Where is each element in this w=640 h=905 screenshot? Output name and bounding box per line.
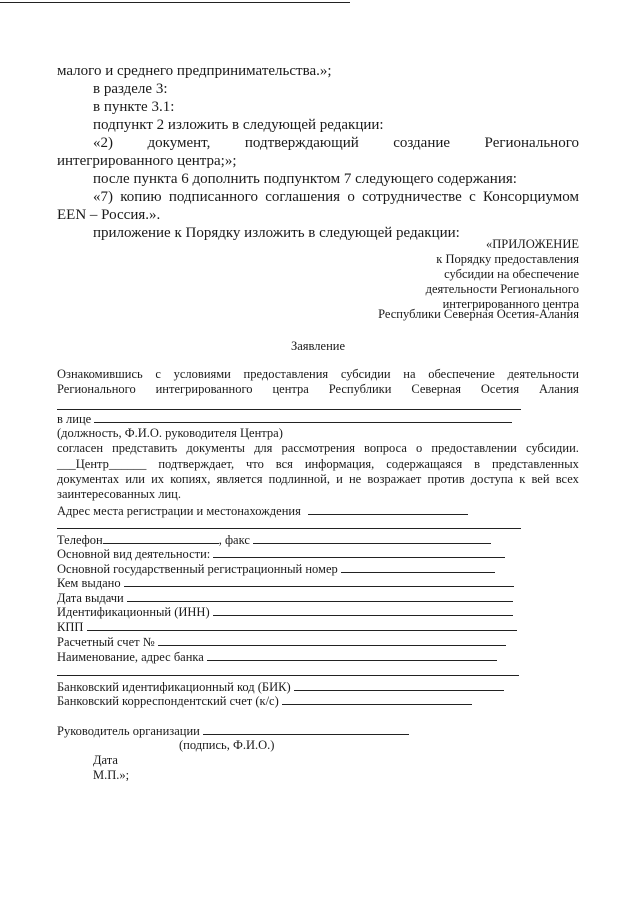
word: что — [246, 457, 264, 471]
word: «7) — [93, 189, 113, 205]
issued-by-field[interactable] — [124, 574, 514, 587]
word: всех — [555, 472, 579, 486]
word: для — [254, 441, 273, 455]
word: документах — [57, 472, 120, 486]
word: рассмотрения — [281, 441, 355, 455]
word: Регионального — [57, 382, 136, 396]
address-label: Адрес места регистрации и местонахождения — [57, 504, 301, 518]
word: к — [519, 472, 526, 486]
bank-row — [57, 648, 497, 665]
word: центра — [272, 382, 309, 396]
word: подтверждающий — [244, 135, 359, 151]
word: соглашения — [265, 189, 341, 205]
word: информация, — [304, 457, 375, 471]
word: вопроса — [364, 441, 407, 455]
appendix-line-1: «ПРИЛОЖЕНИЕ — [486, 237, 579, 251]
form-title: Заявление — [290, 339, 345, 353]
word: в — [474, 457, 481, 471]
in-person-row — [57, 410, 512, 427]
blank-suffix: ______ — [108, 457, 147, 471]
account-field[interactable] — [158, 633, 506, 646]
body-line-2: в разделе 3: — [93, 81, 168, 97]
word: обеспечение — [428, 367, 495, 381]
word: Регионального — [484, 135, 579, 151]
word: против — [427, 472, 465, 486]
word: представленных — [491, 457, 579, 471]
word: вся — [275, 457, 293, 471]
appendix-line-6: Республики Северная Осетия-Алания — [378, 307, 579, 321]
issue-date-label: Дата выдачи — [57, 591, 124, 605]
appendix-line-3: субсидии на обеспечение — [444, 267, 579, 281]
position-note: (должность, Ф.И.О. руководителя Центра) — [57, 426, 283, 440]
bik-field[interactable] — [294, 678, 504, 691]
intro-line-2 — [57, 382, 579, 397]
word: условиями — [173, 367, 231, 381]
word: деятельности — [507, 367, 579, 381]
body-line-9: EEN – Россия.». — [57, 207, 161, 223]
word: является — [216, 472, 263, 486]
word: с — [469, 189, 476, 205]
word: и — [336, 472, 343, 486]
inn-field[interactable] — [213, 603, 513, 616]
word: Ознакомившись — [57, 367, 143, 381]
bank-line-2[interactable] — [57, 675, 519, 676]
agree-line — [57, 441, 579, 456]
word: «2) — [93, 135, 113, 151]
inn-label: Идентификационный (ИНН) — [57, 605, 210, 619]
word: Алания — [538, 382, 579, 396]
word: копию — [120, 189, 162, 205]
body-line-8 — [93, 188, 579, 206]
issued-by-label: Кем выдано — [57, 576, 121, 590]
confirm-line — [57, 457, 579, 472]
in-person-label: в лице — [57, 412, 92, 426]
word: сотрудничестве — [362, 189, 462, 205]
word: с — [155, 367, 161, 381]
word: доступа — [470, 472, 514, 486]
kpp-label: КПП — [57, 620, 84, 634]
word: вей — [531, 472, 550, 486]
phone-label: Телефон — [57, 533, 103, 547]
word: на — [403, 367, 416, 381]
word: интегрированного — [155, 382, 253, 396]
word: субсидии. — [525, 441, 579, 455]
head-signature-field[interactable] — [203, 722, 409, 735]
word: подписанного — [168, 189, 258, 205]
appendix-line-4: деятельности Регионального — [425, 282, 579, 296]
word: подлинной, — [268, 472, 330, 486]
interested-line: заинтересованных лиц. — [57, 487, 181, 501]
body-line-7: после пункта 6 дополнить подпунктом 7 следующего содержания: — [93, 171, 517, 187]
sign-note: (подпись, Ф.И.О.) — [179, 738, 275, 752]
word: или — [125, 472, 145, 486]
blank-prefix: ___ — [57, 457, 76, 471]
word: Северная — [411, 382, 461, 396]
head-row — [57, 722, 409, 739]
body-line-6: интегрированного центра;»; — [57, 153, 237, 169]
corr-label: Банковский корреспондентский счет (к/с) — [57, 694, 279, 708]
ogrn-label: Основной государственный регистрационный номер — [57, 562, 338, 576]
body-line-10: приложение к Порядку изложить в следующей редакции: — [93, 225, 460, 241]
docs-line — [57, 472, 579, 487]
center-word: Центр — [75, 457, 109, 471]
stamp-label: М.П.»; — [93, 768, 130, 782]
word: возражает — [367, 472, 422, 486]
body-line-4: подпункт 2 изложить в следующей редакции: — [93, 117, 384, 133]
word: содержащаяся — [386, 457, 463, 471]
word: предоставления — [243, 367, 329, 381]
appendix-line-2: к Порядку предоставления — [436, 252, 579, 266]
bank-field[interactable] — [207, 648, 497, 661]
date-label: Дата — [93, 753, 118, 767]
ogrn-field[interactable] — [341, 560, 495, 573]
address-line-2[interactable] — [57, 528, 521, 529]
body-line-3: в пункте 3.1: — [93, 99, 175, 115]
phone-field[interactable] — [103, 531, 219, 544]
account-label: Расчетный счет № — [57, 635, 155, 649]
corr-row — [57, 692, 472, 709]
activity-field[interactable] — [213, 545, 505, 558]
word: подтверждает, — [158, 457, 235, 471]
word: создание — [393, 135, 451, 151]
word: документ, — [147, 135, 211, 151]
address-row — [57, 502, 468, 519]
word: Осетия — [480, 382, 520, 396]
word: предоставлении — [431, 441, 517, 455]
word: копиях, — [170, 472, 211, 486]
corr-field[interactable] — [282, 692, 472, 705]
word: согласен — [57, 441, 104, 455]
word: не — [348, 472, 362, 486]
word: о — [415, 441, 423, 455]
intro-line-1 — [57, 367, 579, 382]
appendix-line-5: интегрированного центра — [442, 297, 579, 311]
in-person-field[interactable] — [94, 410, 512, 423]
word: субсидии — [340, 367, 391, 381]
word: представить — [112, 441, 178, 455]
bik-label: Банковский идентификационный код (БИК) — [57, 680, 291, 694]
kpp-field[interactable] — [87, 618, 517, 631]
word: Консорциумом — [483, 189, 579, 205]
issue-date-field[interactable] — [127, 589, 513, 602]
top-rule — [0, 2, 350, 3]
fax-label: , факс — [218, 533, 250, 547]
body-line-5 — [93, 134, 579, 152]
word: их — [151, 472, 165, 486]
center-blank — [57, 457, 146, 472]
activity-label: Основной вид деятельности: — [57, 547, 211, 561]
head-label: Руководитель организации — [57, 724, 200, 738]
address-field[interactable] — [308, 502, 468, 515]
word: документы — [186, 441, 245, 455]
word: о — [347, 189, 355, 205]
body-line-1: малого и среднего предпринимательства.»; — [57, 63, 332, 79]
word: Республики — [328, 382, 392, 396]
fax-field[interactable] — [253, 531, 491, 544]
bank-label: Наименование, адрес банка — [57, 650, 204, 664]
